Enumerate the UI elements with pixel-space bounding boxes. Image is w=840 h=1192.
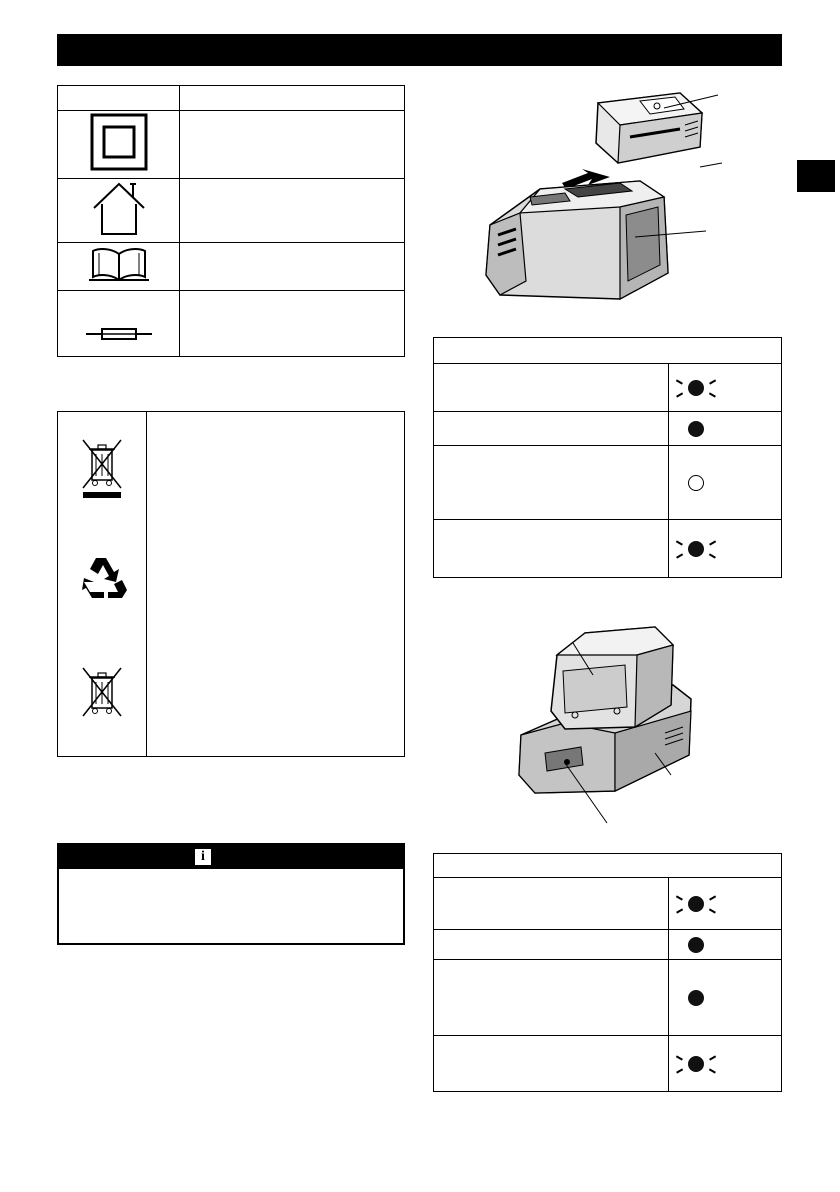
- led-row: [434, 520, 782, 578]
- fuse-icon: [58, 291, 180, 357]
- led-row-text: [434, 364, 669, 412]
- led-table-1-title: [434, 338, 782, 364]
- battery-on-charger-illustration: [505, 615, 705, 830]
- led-on-icon: [676, 985, 716, 1011]
- led-row-text: [434, 960, 669, 1036]
- symbols-header-symbol: [58, 86, 180, 111]
- led-blinking-icon: [676, 891, 716, 917]
- info-icon: i: [195, 849, 211, 865]
- symbols-table: [57, 85, 405, 357]
- led-row-text: [434, 930, 669, 960]
- symbols-row-text: [180, 243, 405, 291]
- led-blinking-icon: [676, 1051, 716, 1077]
- led-row-text: [434, 412, 669, 446]
- led-status-table-1: [433, 337, 782, 578]
- led-row-text: [434, 878, 669, 930]
- led-on-icon: [676, 932, 716, 958]
- led-blinking-icon: [676, 536, 716, 562]
- crossed-bin-icon: [80, 666, 126, 718]
- led-row-text: [434, 1036, 669, 1092]
- recycling-arrows-icon: [78, 552, 128, 602]
- language-side-tab: [797, 160, 835, 192]
- led-status-table-2: [433, 853, 782, 1092]
- led-row: [434, 930, 782, 960]
- led-row-text: [434, 446, 669, 520]
- symbols-table-header: [58, 86, 405, 111]
- section-header-bar: [57, 34, 782, 66]
- read-manual-book-icon: [58, 243, 180, 291]
- symbols-row-text: [180, 179, 405, 243]
- indoor-use-house-icon: [58, 179, 180, 243]
- symbols-row-text: [180, 291, 405, 357]
- led-row: [434, 412, 782, 446]
- led-blinking-icon: [676, 375, 716, 401]
- led-row: [434, 446, 782, 520]
- symbols-row: [58, 291, 405, 357]
- led-row: [434, 878, 782, 930]
- double-insulation-icon: [58, 111, 180, 179]
- led-row-text: [434, 520, 669, 578]
- led-table-2-title: [434, 854, 782, 878]
- symbols-row: [58, 179, 405, 243]
- symbols-row: [58, 111, 405, 179]
- battery-insert-illustration: [470, 85, 740, 305]
- led-row: [434, 960, 782, 1036]
- crossed-bin-with-bar-icon: [80, 438, 126, 500]
- led-off-icon: [676, 470, 716, 496]
- led-row: [434, 364, 782, 412]
- info-note-box: [57, 843, 405, 945]
- waste-disposal-box: [57, 411, 405, 757]
- led-on-icon: [676, 416, 716, 442]
- info-note-bar: [59, 845, 403, 869]
- symbols-row: [58, 243, 405, 291]
- led-row: [434, 1036, 782, 1092]
- symbols-header-meaning: [180, 86, 405, 111]
- symbols-row-text: [180, 111, 405, 179]
